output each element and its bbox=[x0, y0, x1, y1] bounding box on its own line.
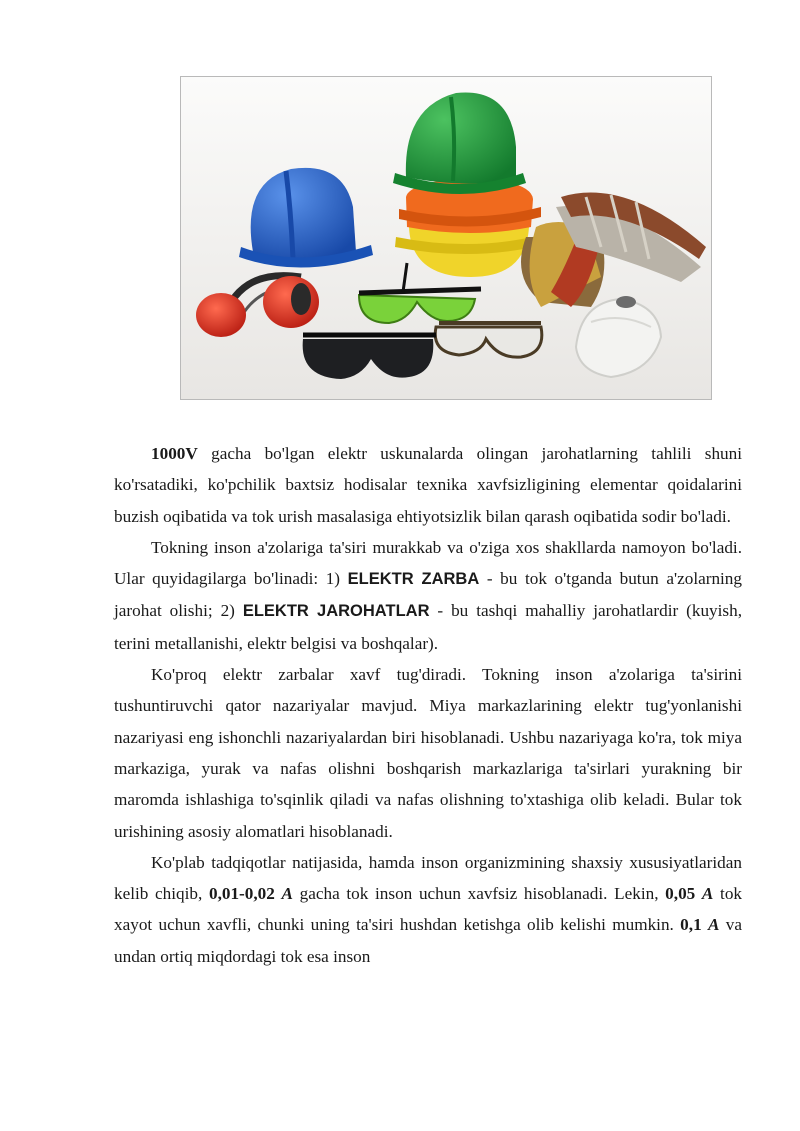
current-unit: A bbox=[281, 884, 293, 904]
paragraph: Tokning inson a'zolariga ta'siri murakkab va o'ziga xos shakllarda namoyon bo'ladi. Ular quyidagilarga bo'linadi: 1) ELEKTR ZARBA - bu tok o'tganda butun a'zolarning jarohat olishi; 2) ELEKTR JAROHATLAR - bu tashqi mahalliy jarohatlardir (kuyish, terini metallanishi, elektr belgisi va boshqalar). bbox=[114, 537, 743, 653]
term-electric-injuries: ELEKTR JAROHATLAR bbox=[242, 602, 430, 621]
paragraph: 1000V gacha bo'lgan elektr uskunalarda olingan jarohatlarning tahlili shuni ko'rsatadiki, ko'pchilik baxtsiz hodisalar texnika xavfsizligining elementar qoidalarini buzish oqibatida va tok urish masalasiga ehtiyotsizlik bilan qarash oqibatida sodir bo'ladi. bbox=[114, 444, 742, 526]
current-value: 0,1 bbox=[680, 915, 702, 935]
current-value: 0,01-0,02 bbox=[208, 884, 275, 904]
term-electric-shock: ELEKTR ZARBA bbox=[347, 570, 480, 589]
voltage-term: 1000V bbox=[151, 444, 198, 463]
current-unit: A bbox=[707, 915, 720, 935]
ppe-illustration bbox=[181, 77, 711, 399]
body-text bbox=[114, 438, 742, 972]
current-unit: A bbox=[701, 884, 714, 904]
paragraph: Ko'plab tadqiqotlar natijasida, hamda inson organizmining shaxsiy xususiyatlaridan kelib chiqib, 0,01-0,02 A gacha tok inson uchun xavfsiz hisoblanadi. Lekin, 0,05 A tok xayot uchun xavfli, chunki uning ta'siri hushdan ketishga olib kelishi mumkin. 0,1 A va undan ortiq miqdordagi tok esa inson bbox=[114, 852, 743, 966]
paragraph: Ko'proq elektr zarbalar xavf tug'diradi. Tokning inson a'zolariga ta'sirini tushuntiruvchi qator nazariyalar mavjud. Miya markazlarining elektr tug'yonlanishi nazariyasi eng ishonchli nazariyalardan biri hisoblanadi. Ushbu nazariyaga ko'ra, tok miya markaziga, yurak va nafas olishni boshqarish markazlariga ta'sirlari yurakning bir maromda ishlashiga to'sqinlik qiladi va nafas olishning to'xtashiga olib keladi. Bular tok urishining asosiy alomatlari hisoblanadi. bbox=[114, 665, 742, 841]
ppe-photo bbox=[180, 76, 712, 400]
current-value: 0,05 bbox=[665, 884, 696, 904]
